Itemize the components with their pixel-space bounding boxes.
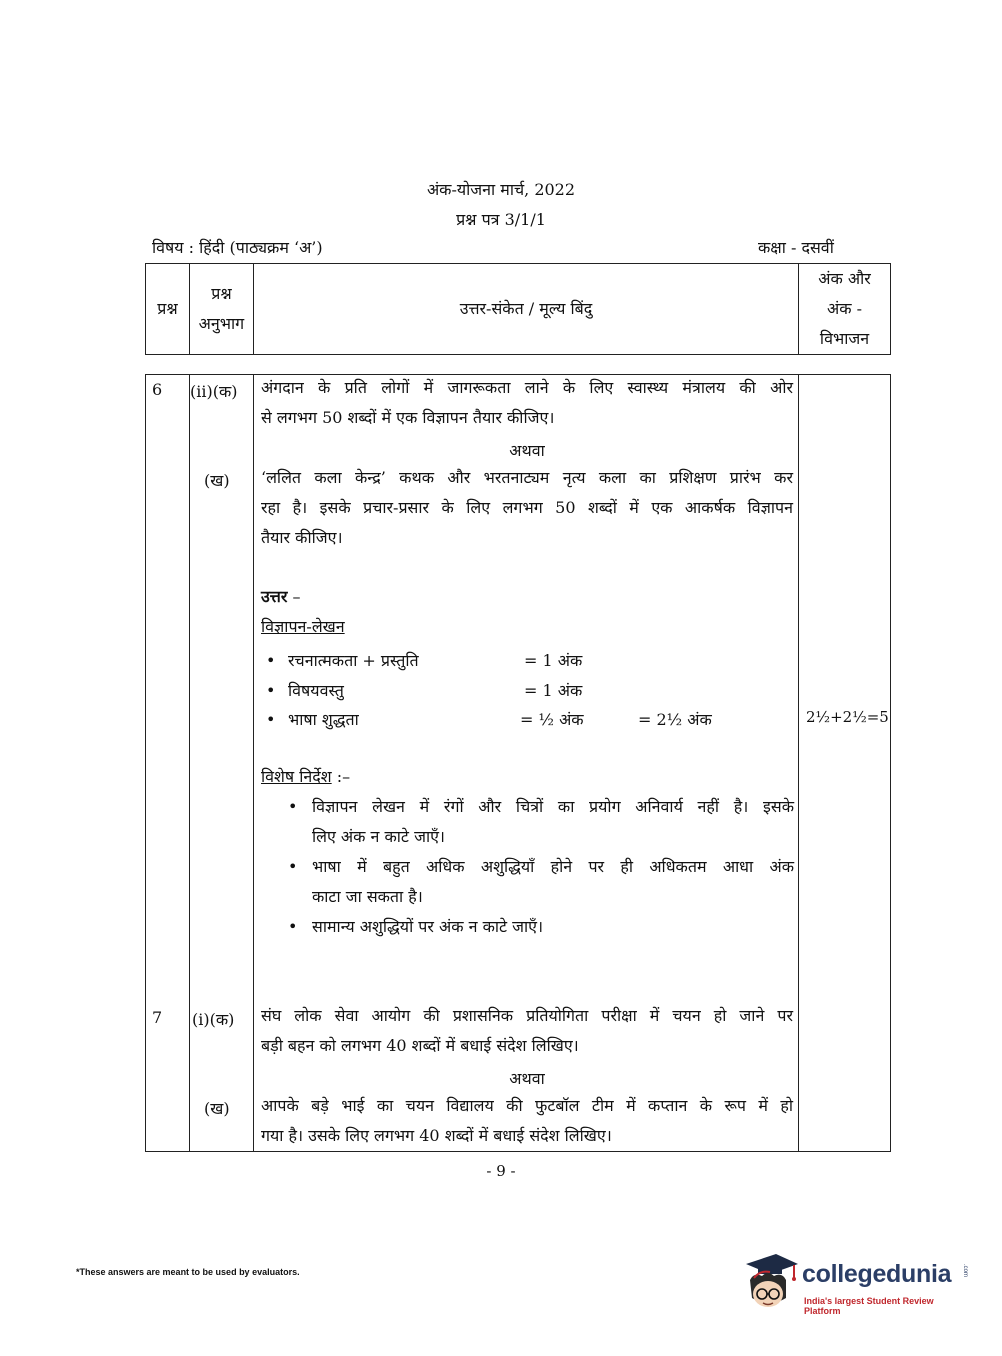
note-item: • भाषा में बहुत अधिक अशुद्धियाँ होने पर ही अधिकतम आधा अंक काटा जा सकता है।: [288, 857, 794, 906]
logo-wordmark: collegedunia: [802, 1260, 952, 1288]
q6-part-a: (ii)(क): [190, 382, 238, 401]
page-number: - 9 -: [486, 1162, 516, 1180]
q6-text-a: अंगदान के प्रति लोगों में जागरूकता लाने के लिए स्वास्थ्य मंत्रालय की ओर से लगभग 50 शब्दों में एक विज्ञापन तैयार कीजिए।: [261, 378, 793, 427]
q6-or: अथवा: [509, 441, 545, 460]
collegedunia-logo: [740, 1250, 972, 1318]
logo-dotcom: .com: [962, 1264, 968, 1278]
criteria-value: = 1 अंक: [524, 681, 583, 700]
col-answer-hints: उत्तर-संकेत / मूल्य बिंदु: [253, 264, 798, 355]
criteria-item: • विषयवस्तु: [266, 681, 344, 700]
q7-text-a: संघ लोक सेवा आयोग की प्रशासनिक प्रतियोगिता परीक्षा में चयन हो जाने पर बड़ी बहन को लगभग 40 शब्दों में बधाई संदेश लिखिए।: [261, 1006, 793, 1055]
q7-part-b: (ख): [204, 1099, 230, 1118]
marks-split: 2½+2½=5: [806, 708, 889, 726]
notes-heading: विशेष निर्देश :–: [261, 767, 351, 786]
q6-text-b: ‘ललित कला केन्द्र’ कथक और भरतनाट्यम नृत्य कला का प्रशिक्षण प्रारंभ कर रहा है। इसके प्रचार-प्रसार के लिए लगभग 50 शब्दों में एक आकर्षक विज्ञापन तैयार कीजिए।: [261, 468, 793, 547]
q7-or: अथवा: [509, 1069, 545, 1088]
note-item: • विज्ञापन लेखन में रंगों और चित्रों का प्रयोग अनिवार्य नहीं है। इसके लिए अंक न काटे जाएँ।: [288, 797, 794, 846]
q7-text-b: आपके बड़े भाई का चयन विद्यालय की फुटबॉल टीम में कप्तान के रूप में हो गया है। उसके लिए लगभग 40 शब्दों में बधाई संदेश लिखिए।: [261, 1096, 793, 1145]
criteria-item: • रचनात्मकता + प्रस्तुति: [266, 651, 419, 670]
subject-label: विषय : हिंदी (पाठ्यक्रम ‘अ’): [152, 238, 323, 257]
document-title: अंक-योजना मार्च, 2022: [426, 180, 576, 199]
section-column: [189, 375, 253, 1152]
mascot-icon: [740, 1250, 802, 1316]
q7-part-a: (i)(क): [192, 1010, 235, 1029]
logo-tagline: India's largest Student Review Platform: [804, 1296, 934, 1316]
class-label: कक्षा - दसवीं: [758, 238, 834, 257]
col-question: प्रश्न: [146, 264, 190, 355]
question-number-7: 7: [152, 1008, 163, 1027]
question-column: [146, 375, 190, 1152]
col-marks: अंक और अंक - विभाजन: [799, 264, 891, 355]
criteria-item: • भाषा शुद्धता: [266, 710, 359, 729]
q6-part-b: (ख): [204, 471, 230, 490]
col-section: प्रश्न अनुभाग: [189, 264, 253, 355]
criteria-value: = ½ अंक: [520, 710, 584, 729]
criteria-total: = 2½ अंक: [638, 710, 712, 729]
q6-answer-label: उत्तर –: [261, 587, 301, 606]
question-number-6: 6: [152, 380, 163, 399]
note-item: • सामान्य अशुद्धियों पर अंक न काटे जाएँ।: [288, 917, 544, 936]
q6-section-title: विज्ञापन-लेखन: [261, 617, 345, 636]
header-table: [145, 263, 891, 355]
criteria-value: = 1 अंक: [524, 651, 583, 670]
marks-column: [799, 375, 891, 1152]
evaluator-footnote: *These answers are meant to be used by evaluators.: [76, 1267, 300, 1277]
paper-code: प्रश्न पत्र 3/1/1: [456, 210, 546, 229]
